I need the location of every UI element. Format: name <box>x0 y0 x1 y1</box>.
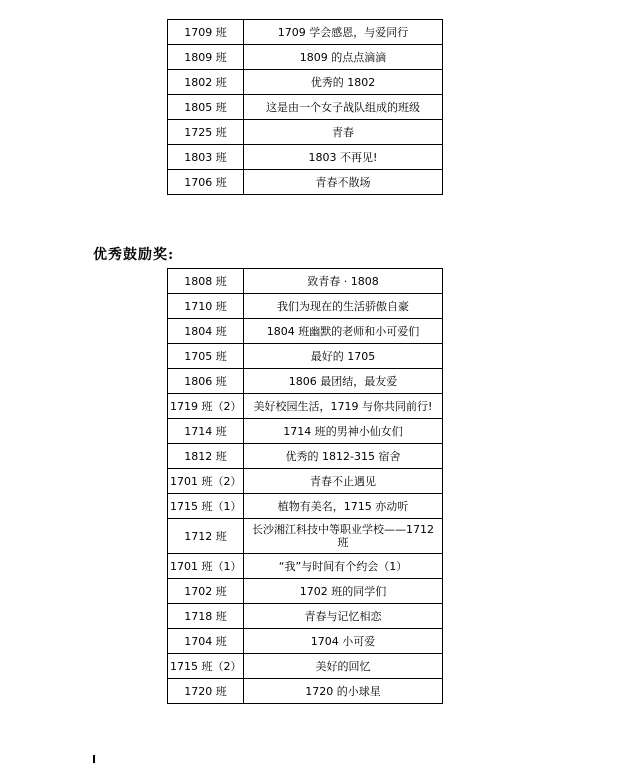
title-cell: 1806 最团结，最友爱 <box>244 369 443 394</box>
title-cell: 1804 班幽默的老师和小可爱们 <box>244 319 443 344</box>
title-cell: 这是由一个女子战队组成的班级 <box>244 95 443 120</box>
title-cell: “我”与时间有个约会（1） <box>244 554 443 579</box>
title-cell: 长沙湘江科技中等职业学校——1712 班 <box>244 519 443 554</box>
table-row <box>168 579 443 604</box>
class-cell: 1704 班 <box>168 629 244 654</box>
table-row <box>168 519 443 554</box>
table-row <box>168 344 443 369</box>
table-row <box>168 170 443 195</box>
title-cell: 优秀的 1812-315 宿舍 <box>244 444 443 469</box>
class-cell: 1802 班 <box>168 70 244 95</box>
title-cell: 1704 小可爱 <box>244 629 443 654</box>
class-cell: 1804 班 <box>168 319 244 344</box>
title-cell: 青春不止遇见 <box>244 469 443 494</box>
table-row <box>168 604 443 629</box>
class-cell: 1701 班（1） <box>168 554 244 579</box>
class-cell: 1805 班 <box>168 95 244 120</box>
class-cell: 1803 班 <box>168 145 244 170</box>
class-cell: 1808 班 <box>168 269 244 294</box>
class-cell: 1725 班 <box>168 120 244 145</box>
title-cell: 我们为现在的生活骄傲自豪 <box>244 294 443 319</box>
title-cell: 1809 的点点滴滴 <box>244 45 443 70</box>
class-cell: 1710 班 <box>168 294 244 319</box>
title-cell: 1714 班的男神小仙女们 <box>244 419 443 444</box>
table-row <box>168 294 443 319</box>
table-row <box>168 654 443 679</box>
title-cell: 致青春 · 1808 <box>244 269 443 294</box>
table-row <box>168 120 443 145</box>
title-cell: 美好校园生活，1719 与你共同前行! <box>244 394 443 419</box>
table-row <box>168 444 443 469</box>
class-cell: 1715 班（2） <box>168 654 244 679</box>
table-row <box>168 469 443 494</box>
text-cursor <box>93 755 95 763</box>
class-cell: 1701 班（2） <box>168 469 244 494</box>
table-row <box>168 679 443 704</box>
table-row <box>168 70 443 95</box>
class-cell: 1720 班 <box>168 679 244 704</box>
table-row <box>168 269 443 294</box>
table-row <box>168 369 443 394</box>
title-cell: 青春不散场 <box>244 170 443 195</box>
title-cell: 美好的回忆 <box>244 654 443 679</box>
title-cell: 最好的 1705 <box>244 344 443 369</box>
title-cell: 青春 <box>244 120 443 145</box>
title-cell: 青春与记忆相恋 <box>244 604 443 629</box>
class-cell: 1714 班 <box>168 419 244 444</box>
class-cell: 1718 班 <box>168 604 244 629</box>
table-row <box>168 20 443 45</box>
table-row <box>168 319 443 344</box>
table-row <box>168 45 443 70</box>
class-cell: 1705 班 <box>168 344 244 369</box>
award-table-encouragement <box>167 268 443 704</box>
class-cell: 1702 班 <box>168 579 244 604</box>
class-cell: 1712 班 <box>168 519 244 554</box>
table-row <box>168 419 443 444</box>
award-table-top <box>167 19 443 195</box>
section-heading: 优秀鼓励奖: <box>93 247 175 263</box>
class-cell: 1719 班（2） <box>168 394 244 419</box>
title-cell: 1720 的小球星 <box>244 679 443 704</box>
class-cell: 1706 班 <box>168 170 244 195</box>
title-cell: 1803 不再见! <box>244 145 443 170</box>
table-row <box>168 629 443 654</box>
class-cell: 1715 班（1） <box>168 494 244 519</box>
table-row <box>168 554 443 579</box>
table-row <box>168 494 443 519</box>
class-cell: 1806 班 <box>168 369 244 394</box>
class-cell: 1812 班 <box>168 444 244 469</box>
class-cell: 1709 班 <box>168 20 244 45</box>
title-cell: 植物有美名，1715 亦动听 <box>244 494 443 519</box>
table-row <box>168 145 443 170</box>
table-row <box>168 95 443 120</box>
title-cell: 1709 学会感恩，与爱同行 <box>244 20 443 45</box>
title-cell: 优秀的 1802 <box>244 70 443 95</box>
class-cell: 1809 班 <box>168 45 244 70</box>
table-row <box>168 394 443 419</box>
title-cell: 1702 班的同学们 <box>244 579 443 604</box>
